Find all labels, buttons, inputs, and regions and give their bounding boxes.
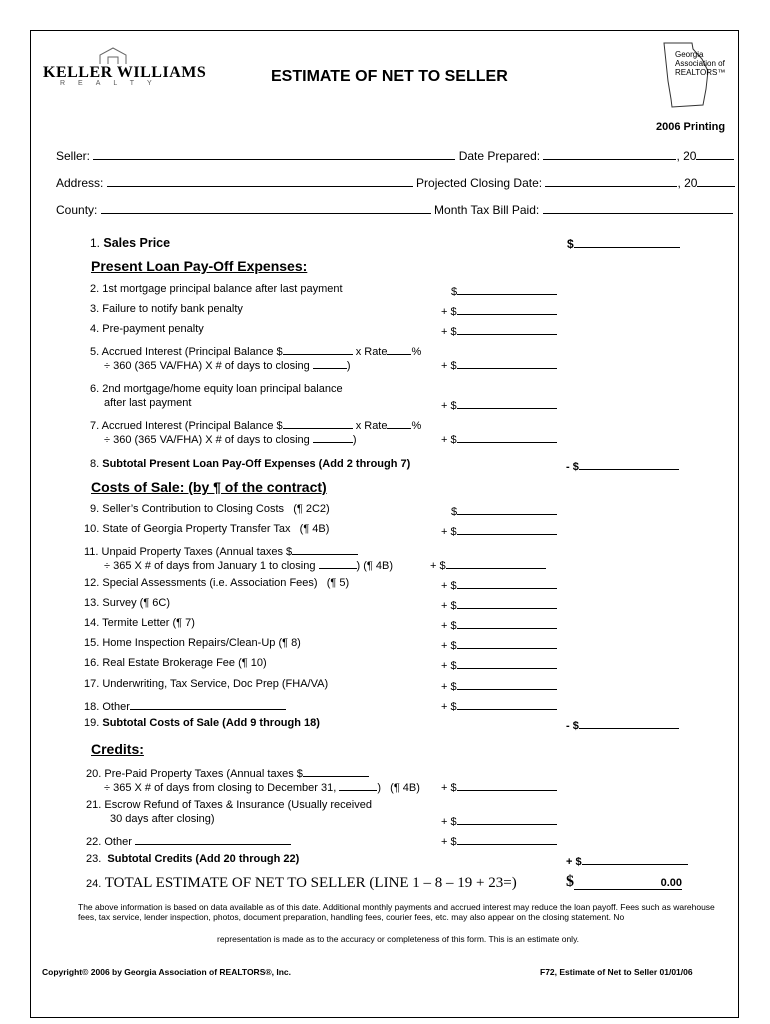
- amount-field[interactable]: [457, 303, 557, 315]
- line-23: 23. Subtotal Credits (Add 20 through 22): [86, 853, 300, 865]
- line-21-amount: + $: [441, 813, 557, 828]
- principal-field[interactable]: [283, 417, 353, 429]
- copyright: Copyright© 2006 by Georgia Association of REALTORS®, Inc.: [42, 967, 291, 977]
- line-9: 9. Seller’s Contribution to Closing Costs (¶ 2C2): [90, 503, 330, 515]
- line-4: 4. Pre-payment penalty: [90, 323, 204, 335]
- line-7-cont: ÷ 360 (365 VA/FHA) X # of days to closing ): [104, 431, 357, 446]
- line-number: 1.: [90, 236, 101, 250]
- amount-field[interactable]: [457, 813, 557, 825]
- line-8: 8. Subtotal Present Loan Pay-Off Expenses (Add 2 through 7): [90, 458, 411, 470]
- amount-field[interactable]: [457, 577, 557, 589]
- date-prepared-year-field[interactable]: [696, 148, 734, 160]
- line-11-amount: + $: [430, 557, 546, 572]
- rate-field[interactable]: [387, 417, 411, 429]
- line-14-amount: + $: [441, 617, 557, 632]
- closing-year-field[interactable]: [697, 175, 735, 187]
- disclaimer-text-2: representation is made as to the accuracy or completeness of this form. This is an estimate only.: [217, 934, 580, 944]
- line-8-amount: - $: [566, 458, 679, 473]
- line-20-cont: ÷ 365 X # of days from closing to December 31, ) (¶ 4B): [104, 779, 420, 794]
- amount-field[interactable]: [457, 698, 557, 710]
- county-field[interactable]: [101, 202, 431, 214]
- amount-field[interactable]: [457, 779, 557, 791]
- line-12: 12. Special Assessments (i.e. Association Fees) (¶ 5): [84, 577, 350, 589]
- amount-field[interactable]: [457, 617, 557, 629]
- line-number: 24.: [86, 878, 102, 890]
- date-prepared-label: Date Prepared:: [458, 149, 541, 163]
- line-5: 5. Accrued Interest (Principal Balance $ x Rate %: [90, 343, 421, 358]
- amount-field[interactable]: [457, 397, 557, 409]
- total-label: TOTAL ESTIMATE OF NET TO SELLER (LINE 1 – 8 – 19 + 23=): [104, 875, 517, 891]
- keller-williams-logo-sub: REALTY: [60, 80, 165, 87]
- other-description-field[interactable]: [130, 698, 286, 710]
- amount-field[interactable]: [457, 833, 557, 845]
- line-22: 22. Other: [86, 833, 291, 848]
- line-16: 16. Real Estate Brokerage Fee (¶ 10): [84, 657, 267, 669]
- principal-field[interactable]: [283, 343, 353, 355]
- amount-field[interactable]: [457, 678, 557, 690]
- days-field[interactable]: [313, 431, 353, 443]
- month-tax-field[interactable]: [543, 202, 733, 214]
- year-label: , 20: [676, 149, 697, 163]
- line-13-amount: + $: [441, 597, 557, 612]
- address-field[interactable]: [107, 175, 413, 187]
- line-10: 10. State of Georgia Property Transfer Tax (¶ 4B): [84, 523, 330, 535]
- line-6: 6. 2nd mortgage/home equity loan principal balance: [90, 383, 343, 395]
- line-18-amount: + $: [441, 698, 557, 713]
- line-18: 18. Other: [84, 698, 286, 713]
- subtotal-field[interactable]: [579, 717, 679, 729]
- line-15-amount: + $: [441, 637, 557, 652]
- subtotal-field[interactable]: [579, 458, 679, 470]
- total-amount: [566, 873, 682, 891]
- line-5-amount: + $: [441, 357, 557, 372]
- line-21-cont: 30 days after closing): [110, 813, 215, 825]
- line-6-amount: + $: [441, 397, 557, 412]
- line-20: 20. Pre-Paid Property Taxes (Annual taxes $: [86, 765, 369, 780]
- line-19-amount: - $: [566, 717, 679, 732]
- county-label: County:: [56, 203, 98, 217]
- address-label: Address:: [56, 176, 104, 190]
- seller-label: Seller:: [56, 149, 91, 163]
- section-credits: Credits:: [91, 741, 144, 757]
- form-id: F72, Estimate of Net to Seller 01/01/06: [540, 967, 693, 977]
- section-costs-of-sale: Costs of Sale: (by ¶ of the contract): [91, 479, 327, 495]
- line-21: 21. Escrow Refund of Taxes & Insurance (Usually received: [86, 799, 372, 811]
- date-prepared-field[interactable]: [543, 148, 676, 160]
- projected-closing-label: Projected Closing Date:: [416, 176, 543, 190]
- line-14: 14. Termite Letter (¶ 7): [84, 617, 195, 629]
- line-12-amount: + $: [441, 577, 557, 592]
- line-11-cont: ÷ 365 X # of days from January 1 to closing ) (¶ 4B): [104, 557, 393, 572]
- line-2-amount: $: [451, 283, 557, 298]
- line-6-cont: after last payment: [104, 397, 192, 409]
- gar-logo-text: Georgia Association of REALTORS™: [675, 50, 726, 77]
- amount-field[interactable]: [457, 657, 557, 669]
- days-field[interactable]: [313, 357, 347, 369]
- printing-year: 2006 Printing: [656, 121, 726, 133]
- annual-taxes-field[interactable]: [292, 543, 358, 555]
- line-17: 17. Underwriting, Tax Service, Doc Prep (FHA/VA): [84, 678, 329, 690]
- line-17-amount: + $: [441, 678, 557, 693]
- sales-price-field[interactable]: [574, 236, 680, 248]
- amount-field[interactable]: [457, 523, 557, 535]
- line-19: 19. Subtotal Costs of Sale (Add 9 through 18): [84, 717, 320, 729]
- line-22-amount: + $: [441, 833, 557, 848]
- page-title: ESTIMATE OF NET TO SELLER: [271, 68, 508, 85]
- line-3-amount: + $: [441, 303, 557, 318]
- dollar-sign: $: [567, 237, 574, 251]
- line-9-amount: $: [451, 503, 557, 518]
- address-row: [56, 175, 735, 190]
- line-13: 13. Survey (¶ 6C): [84, 597, 171, 609]
- amount-field[interactable]: [457, 283, 557, 295]
- keller-williams-house-icon: [96, 46, 130, 66]
- line-11: 11. Unpaid Property Taxes (Annual taxes $: [84, 543, 358, 558]
- days-field[interactable]: [339, 779, 377, 791]
- line-15: 15. Home Inspection Repairs/Clean-Up (¶ 8): [84, 637, 301, 649]
- disclaimer-text: The above information is based on data available as of this date. Additional monthly payments and accrued interest may reduce the loan payoff. Fees such as warehouse fees, tax service, lender inspection, photos, document preparation, handling fees, courier fees, etc. may also appear on the closing statement. No: [78, 902, 715, 922]
- seller-field[interactable]: [93, 148, 455, 160]
- amount-field[interactable]: [457, 503, 557, 515]
- subtotal-field[interactable]: [582, 853, 688, 865]
- amount-field[interactable]: [457, 637, 557, 649]
- line-3: 3. Failure to notify bank penalty: [90, 303, 243, 315]
- amount-field[interactable]: [446, 557, 546, 569]
- line-10-amount: + $: [441, 523, 557, 538]
- seller-row: [56, 148, 734, 163]
- sales-price-row: [90, 236, 170, 250]
- sales-price-amount: [567, 236, 680, 251]
- county-row: [56, 202, 733, 217]
- total-value[interactable]: 0.00: [574, 877, 682, 890]
- line-5-cont: ÷ 360 (365 VA/FHA) X # of days to closing ): [104, 357, 351, 372]
- line-4-amount: + $: [441, 323, 557, 338]
- amount-field[interactable]: [457, 323, 557, 335]
- amount-field[interactable]: [457, 357, 557, 369]
- annual-taxes-field[interactable]: [303, 765, 369, 777]
- sales-price-label: Sales Price: [103, 236, 171, 250]
- line-7-amount: + $: [441, 431, 557, 446]
- line-16-amount: + $: [441, 657, 557, 672]
- dollar-sign: $: [566, 873, 574, 890]
- days-field[interactable]: [319, 557, 357, 569]
- projected-closing-field[interactable]: [545, 175, 677, 187]
- line-2: 2. 1st mortgage principal balance after last payment: [90, 283, 343, 295]
- month-tax-label: Month Tax Bill Paid:: [434, 203, 540, 217]
- line-24: [86, 875, 517, 892]
- amount-field[interactable]: [457, 431, 557, 443]
- amount-field[interactable]: [457, 597, 557, 609]
- line-23-amount: + $: [566, 853, 688, 868]
- year-label: , 20: [677, 176, 698, 190]
- section-loan-payoff: Present Loan Pay-Off Expenses:: [91, 258, 308, 274]
- keller-williams-logo: KELLER WILLIAMS: [43, 64, 207, 81]
- line-20-amount: + $: [441, 779, 557, 794]
- other-description-field[interactable]: [135, 833, 291, 845]
- line-7: 7. Accrued Interest (Principal Balance $ x Rate %: [90, 417, 421, 432]
- rate-field[interactable]: [387, 343, 411, 355]
